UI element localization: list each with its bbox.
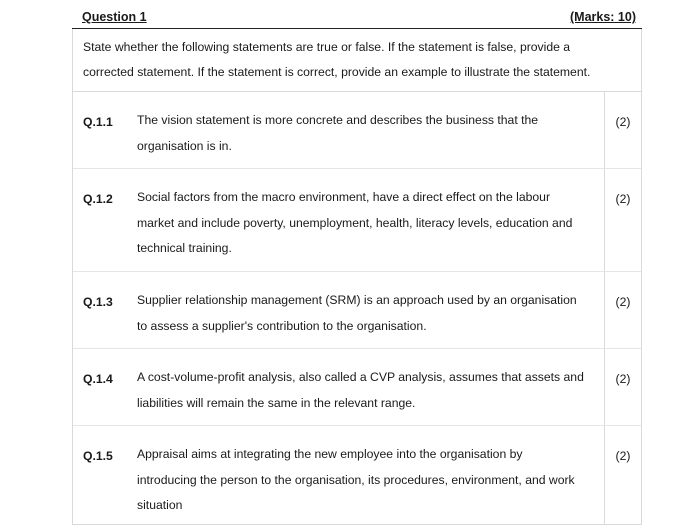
question-text xyxy=(137,108,605,159)
total-marks: (Marks: 10) xyxy=(570,10,636,24)
question-text-line: Social factors from the macro environment, have a direct effect on the labour xyxy=(137,190,551,204)
question-number: Q.1.1 xyxy=(83,115,113,129)
question-text xyxy=(137,442,605,519)
questions-table xyxy=(72,92,642,525)
instructions xyxy=(72,29,642,92)
question-sheet xyxy=(72,6,642,514)
question-row xyxy=(73,92,641,168)
question-text xyxy=(137,365,605,416)
question-header xyxy=(72,6,642,29)
question-text-line: situation xyxy=(137,498,183,512)
question-row xyxy=(73,271,641,348)
question-marks-cell xyxy=(604,349,641,425)
question-marks: (2) xyxy=(615,295,631,309)
question-text-line: A cost-volume-profit analysis, also called a CVP analysis, assumes that assets and xyxy=(137,370,584,384)
question-text-line: introducing the person to the organisation, its procedures, environment, and work xyxy=(137,472,575,487)
question-marks: (2) xyxy=(615,372,631,386)
question-marks: (2) xyxy=(615,192,631,206)
instructions-line: corrected statement. If the statement is correct, provide an example to illustrate the statement. xyxy=(83,65,591,79)
question-text-line: to assess a supplier's contribution to the organisation. xyxy=(137,318,427,333)
question-text xyxy=(137,185,605,262)
question-row xyxy=(73,348,641,425)
question-marks: (2) xyxy=(615,115,631,129)
question-text-line: Appraisal aims at integrating the new employee into the organisation by xyxy=(137,447,523,461)
question-number: Q.1.4 xyxy=(83,372,113,386)
question-marks-cell xyxy=(604,169,641,271)
question-text-line: The vision statement is more concrete and describes the business that the xyxy=(137,113,539,127)
question-row xyxy=(73,168,641,271)
question-marks: (2) xyxy=(615,449,631,463)
question-marks-cell xyxy=(604,92,641,168)
question-row xyxy=(73,425,641,524)
question-text xyxy=(137,288,605,339)
question-number: Q.1.5 xyxy=(83,449,113,463)
question-text-line: liabilities will remain the same in the relevant range. xyxy=(137,395,416,410)
question-number: Q.1.2 xyxy=(83,192,113,206)
question-number: Q.1.3 xyxy=(83,295,113,309)
question-marks-cell xyxy=(604,426,641,524)
question-text-line: technical training. xyxy=(137,241,232,255)
question-text-line: organisation is in. xyxy=(137,138,232,153)
question-marks-cell xyxy=(604,272,641,348)
instructions-line: State whether the following statements are true or false. If the statement is false, provide a xyxy=(83,40,571,54)
question-title: Question 1 xyxy=(82,10,147,24)
question-text-line: market and include poverty, unemployment, health, literacy levels, education and xyxy=(137,215,573,230)
question-text-line: Supplier relationship management (SRM) is an approach used by an organisation xyxy=(137,293,577,307)
